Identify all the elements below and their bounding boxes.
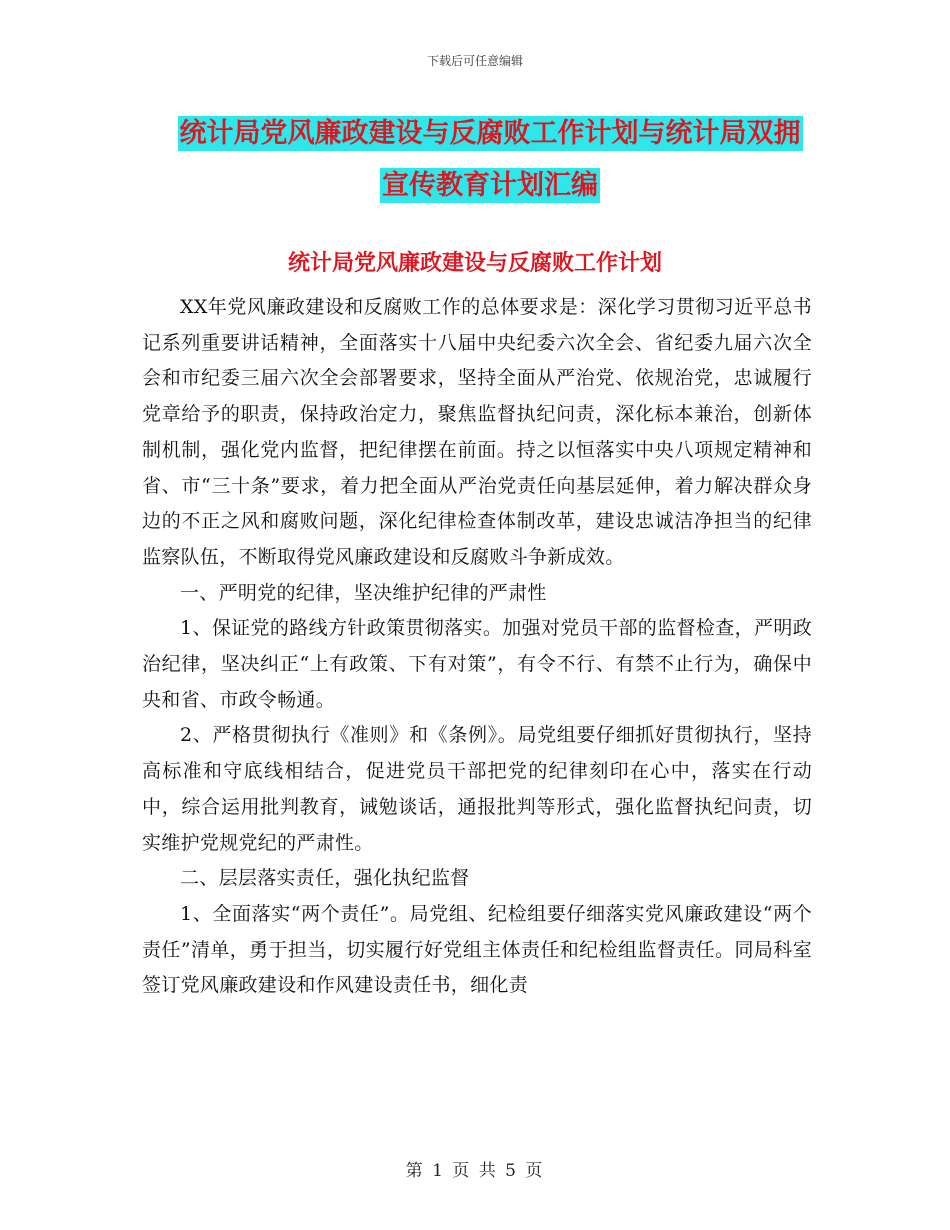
paragraph-item-1-2: 2、严格贯彻执行《准则》和《条例》。局党组要仔细抓好贯彻执行，坚持高标准和守底线相结合，促进党员干部把党的纪律刻印在心中，落实在行动中，综合运用批判教育，诫勉谈话，通报批判等形式，强化监督执纪问责，切实维护党规党纪的严肃性。 xyxy=(142,724,812,854)
heading-section-1: 一、严明党的纪律，坚决维护纪律的严肃性 xyxy=(180,581,547,604)
document-title-line1: 统计局党风廉政建设与反腐败工作计划与统计局双拥 xyxy=(179,118,801,149)
heading-section-2: 二、层层落实责任，强化执纪监督 xyxy=(180,867,470,890)
paragraph-item-1-1: 1、保证党的路线方针政策贯彻落实。加强对党员干部的监督检查，严明政治纪律，坚决纠正“上有政策、下有对策”，有令不行、有禁不止行为，确保中央和省、市政令畅通。 xyxy=(142,617,812,711)
document-title xyxy=(140,108,840,212)
paragraph-item-2-1: 1、全面落实“两个责任”。局党组、纪检组要仔细落实党风廉政建设“两个责任”清单，勇于担当，切实履行好党组主体责任和纪检组监督责任。同局科室签订党风廉政建设和作风建设责任书，细化责 xyxy=(142,902,812,997)
page-number: 第 1 页 共 5 页 xyxy=(405,1161,545,1181)
document-title-line2: 宣传教育计划汇编 xyxy=(382,170,598,201)
paragraph-intro: XX年党风廉政建设和反腐败工作的总体要求是：深化学习贯彻习近平总书记系列重要讲话精神，全面落实十八届中央纪委六次全会、省纪委九届六次全会和市纪委三届六次全会部署要求，坚持全面从严治党、依规治党，忠诚履行党章给予的职责，保持政治定力，聚焦监督执纪问责，深化标本兼治，创新体制机制，强化党内监督，把纪律摆在前面。持之以恒落实中央八项规定精神和省、市“三十条”要求，着力把全面从严治党责任向基层延伸，着力解决群众身边的不正之风和腐败问题，深化纪律检查体制改革，建设忠诚洁净担当的纪律监察队伍，不断取得党风廉政建设和反腐败斗争新成效。 xyxy=(142,296,812,568)
document-body xyxy=(142,290,812,1004)
header-note: 下载后可任意编辑 xyxy=(426,54,523,68)
section-title: 统计局党风廉政建设与反腐败工作计划 xyxy=(287,251,662,276)
